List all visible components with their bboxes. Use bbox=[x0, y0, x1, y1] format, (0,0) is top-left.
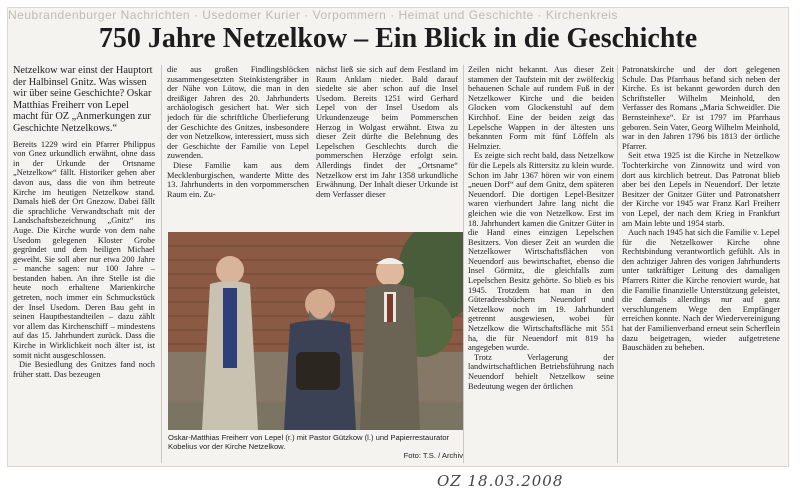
column-divider bbox=[161, 65, 162, 463]
column-divider bbox=[463, 65, 464, 463]
col4-paragraph: Zeilen nicht bekannt. Aus dieser Zeit stammen der Taufstein mit der zwölfeckig behauenen Schale auf rundem Fuß in der Netzelkower Kirche und die beiden Glocken vom Glockenstuhl auf dem Kirchhof. Eine der beiden zeigt das Lepelsche Wappen in der ältesten uns bekannten Form mit fünf Löffeln als Helmzier. bbox=[468, 65, 614, 151]
col4-paragraph: Es zeigte sich recht bald, dass Netzelkow für die Lepels als Rittersitz zu klein wurde. Schon im Jahr 1367 hören wir von einem „neuen Dorf“ auf dem Gnitz, dem späteren Neuendorf. Die dortigen Lepel-Besitzer waren vierhundert Jahre lang nicht die gleichen wie die von Netzelkow. Erst im 18. Jahrhundert kamen die Gnitzer Güter in die Hand eines einzigen Lepelschen Besitzers. Von dieser Zeit an wurden die Netzelkower Wirtschaftsflächen von Neuendorf aus bewirtschaftet, ebenso die Insel Görmitz, die gleichfalls zum Lepelschen Besitz gehörte. So blieb es bis 1945. Trotzdem hat man in den Güteradressbüchern Neuendorf und Netzelkow noch im 19. Jahrhundert getrennt ausgewiesen, wobei für Netzelkow die Wirtschaftsfläche mit 551 ha, die für Neuendorf mit 819 ha angegeben wurde. bbox=[468, 151, 614, 353]
lead-text: Netzelkow war einst der Hauptort der Halbinsel Gnitz. Was wissen wir über seine Geschichte? Oskar Matthias Freiherr von Lepel macht für OZ „Anmerkungen zur Geschichte Netzelkows.“ bbox=[13, 65, 153, 134]
col2-paragraph: die aus großen Findlingsblöcken zusammengesetzten Steinkistengräber in der Nähe von Lütow, die man in den dreißiger Jahren des 20. Jahrhunderts archäologisch gesichert hat. Wer sich jedoch für die schriftliche Überlieferung der Geschichte des Gnitzes, insbesondere der von Netzelkow, interessiert, muss sich der Geschichte der Familie von Lepel zuwenden. bbox=[167, 65, 309, 161]
caption-text: Oskar-Matthias Freiherr von Lepel (r.) mit Pastor Gützkow (l.) und Papierrestaurator Kobelius vor der Kirche Netzelkow. bbox=[168, 433, 450, 451]
col5-paragraph: Auch nach 1945 hat sich die Familie v. Lepel für die Netzelkower Kirche ohne Rechtsbindung verantwortlich gefühlt. Als in den achtziger Jahren des vorigen Jahrhunderts unter tatkräftiger Leitung des damaligen Pfarrers Ritter die Kirche renoviert wurde, hat die Familie finanzielle Unterstützung geleistet, die damals allerdings nur auf ganz verschlungenem Wege den Empfänger erreichen konnte. Nach der Wiedervereinigung hat der Familienverband erneut sein Scherflein dazu beigetragen, wieder aufgetretene Bauschäden zu beheben. bbox=[622, 228, 780, 353]
article-lead bbox=[13, 65, 155, 135]
col1-paragraph: Die Besiedlung des Gnitzes fand noch früher statt. Das bezeugen bbox=[13, 360, 155, 379]
column-4 bbox=[468, 65, 614, 465]
column-2 bbox=[167, 65, 309, 232]
col2-paragraph: Diese Familie kam aus dem Mecklenburgischen, wanderte Mitte des 13. Jahrhunderts in den vorpommerschen Raum ein. Zu- bbox=[167, 160, 309, 199]
handwritten-date-stamp: OZ 18.03.2008 bbox=[437, 472, 564, 490]
column-1 bbox=[13, 65, 155, 465]
photo-credit: Foto: T.S. / Archiv bbox=[403, 451, 463, 460]
column-divider bbox=[617, 65, 618, 463]
column-3 bbox=[316, 65, 458, 232]
newspaper-clipping bbox=[8, 8, 788, 466]
col4-paragraph: Trotz Verlagerung der landwirtschaftlichen Betriebsführung nach Neuendorf behielt Netzelkow seine Bedeutung wegen der örtlichen bbox=[468, 352, 614, 391]
photo-caption bbox=[168, 433, 463, 460]
col1-paragraph: Bereits 1229 wird ein Pfarrer Philippus von Gnez urkundlich erwähnt, ohne dass in der Urkunde der Ortsname „Netzelkow“ fällt. Historiker gehen aber davon aus, dass die von ihm betreute Kirche im heutigen Netzelkow stand. Damals hieß der Ort Gnezow. Dabei fällt die sprachliche Verwandtschaft mit der Landschaftsbezeichnung „Gnitz“ ins Auge. Die Kirche wurde von dem nahe Usedom gelegenen Kloster Grobe gegründet und dem heiligen Michael geweiht. Sie soll aber nur etwa 200 Jahre – manche sagen: nur 100 Jahre – bestanden haben. An ihre Stelle ist die heute noch erhaltene Marienkirche getreten, noch immer ein Schmuckstück der Insel Usedom. Deren Bau geht in seinen Hauptbestandteilen – dazu zählt vor allem das Kirchenschiff – mindestens auf das 15. Jahrhundert zurück. Dass die Kirche in Wirklichkeit noch älter ist, ist somit nicht ausgeschlossen. bbox=[13, 139, 155, 360]
col5-paragraph: Patronatskirche und der dort gelegenen Schule. Das Pfarrhaus befand sich neben der Kirche. Es ist bekannt geworden durch den Schriftsteller Wilhelm Meinhold, den Verfasser des Romans „Maria Schweidler. Die Bernsteinhexe“. Er ist 1797 im Pfarrhaus geboren. Sein Vater, Georg Wilhelm Meinhold, war in den Jahren 1796 bis 1813 der örtliche Pfarrer. bbox=[622, 65, 780, 151]
col3-paragraph: nächst ließ sie sich auf dem Festland im Raum Anklam nieder. Bald darauf siedelte sie aber schon auf die Insel Usedom. Bereits 1251 wird Gerhard Lepel von der Insel Usedom als Urkundenzeuge beim Pommerschen Herzog in Wolgast erwähnt. Etwa zu dieser Zeit dürfte die Belehnung des Lepelschen Geschlechts durch die pommerschen Herzöge erfolgt sein. Allerdings findet der „Ortsname“ Netzelkow erst im Jahr 1358 urkundliche Erwähnung. Der Inhalt dieser Urkunde ist dem Verfasser dieser bbox=[316, 65, 458, 199]
article-photo bbox=[168, 232, 463, 430]
article-headline: 750 Jahre Netzelkow – Ein Blick in die Geschichte bbox=[98, 23, 698, 54]
col5-paragraph: Seit etwa 1925 ist die Kirche in Netzelkow Tochterkirche von Zinnowitz und wird von dort aus kirchlich betreut. Das Patronat blieb aber bei den Lepels in Neuendorf. Der letzte Besitzer der Gnitzer Güter und Patronatsherr der Kirche vor 1945 war Franz Karl Freiherr von Lepel, der nach dem Krieg in Frankfurt am Main lebte und 1954 starb. bbox=[622, 151, 780, 228]
photo-illustration bbox=[168, 232, 463, 430]
column-5 bbox=[622, 65, 780, 465]
top-bleed-text: Neubrandenburger Nachrichten · Usedomer Kurier · Vorpommern · Heimat und Geschichte · Kirchenkreis bbox=[8, 8, 618, 22]
